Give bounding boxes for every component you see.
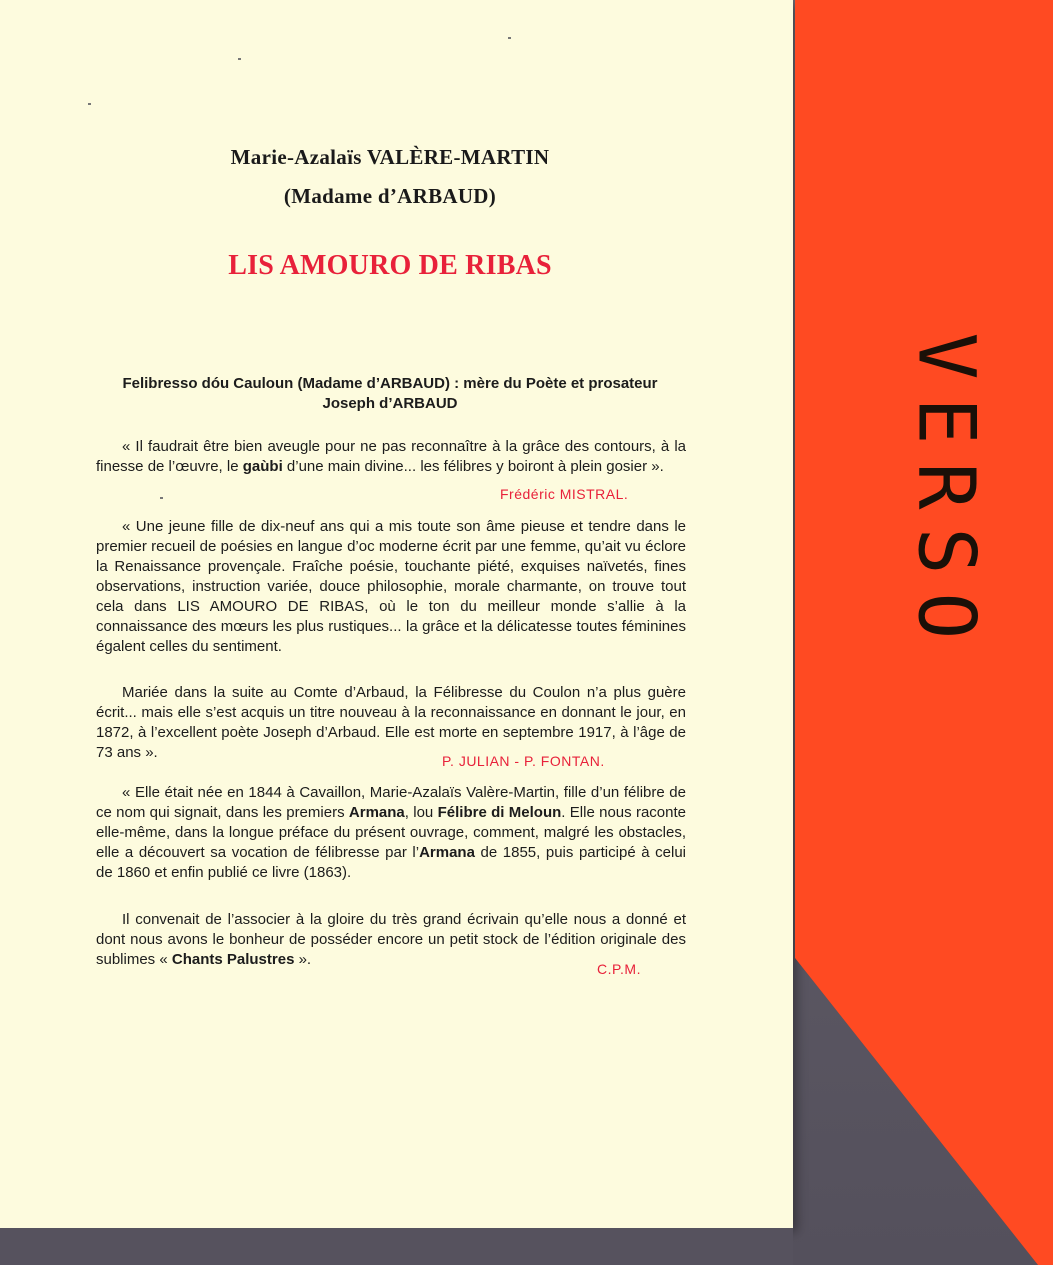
quote-1-text-b: d’une main divine... les félibres y boiront à plein gosier ». xyxy=(282,458,664,475)
quote-1-bold: gaùbi xyxy=(242,458,283,475)
quote-4-text-b: , lou xyxy=(404,804,438,821)
book-title: LIS AMOURO DE RIBAS xyxy=(228,250,552,281)
signature-julian-fontan: P. JULIAN - P. FONTAN. xyxy=(442,753,605,769)
quote-4-bold-2: Félibre di Meloun xyxy=(437,804,562,821)
page-bottom-edge xyxy=(0,1228,793,1265)
quote-4-text-c: . Elle nous raconte elle-même, dans la longue préface du présent ouvrage, comment, malgré les obstacles, elle a découvert sa vocation de félibresse par l’ xyxy=(96,804,686,861)
quote-1-text-a: « Il faudrait être bien aveugle pour ne pas reconnaître à la grâce des contours, à la finesse de l’œuvre, le xyxy=(96,438,686,475)
signature-cpm: C.P.M. xyxy=(597,961,641,977)
quote-paragraph-2: « Une jeune fille de dix-neuf ans qui a mis toute son âme pieuse et tendre dans le premier recueil de poésies en langue d’oc moderne écrit par une femme, qu’ait vu éclore la Renaissance provençale. Fraîche poésie, touchante piété, exquises naïvetés, fines observations, instruction variée, douce philosophie, morale charmante, on trouve tout cela dans LIS AMOURO DE RIBAS, où le ton du meilleur monde s’allie à la connaissance des mœurs les plus rustiques... la grâce et la délicatesse toutes féminines égalent celles du sentiment. xyxy=(96,518,686,655)
verso-label xyxy=(875,280,1015,710)
signature-mistral: Frédéric MISTRAL. xyxy=(500,486,629,502)
author-name: Marie-Azalaïs VALÈRE-MARTIN xyxy=(230,145,550,169)
quote-4-bold-3: Armana xyxy=(419,844,475,861)
quote-paragraph-1 xyxy=(96,437,686,477)
quote-paragraph-3: Mariée dans la suite au Comte d’Arbaud, la Félibresse du Coulon n’a plus guère écrit... mais elle s’est acquis un titre nouveau à la reconnaissance en donnant le jour, en 1872, à l’excellent poète Joseph d’Arbaud. Elle est morte en septembre 1917, à l’âge de 73 ans ». xyxy=(96,684,686,761)
quote-5-text-b: ». xyxy=(294,951,312,968)
quote-4-text-a: « Elle était née en 1844 à Cavaillon, Marie-Azalaïs Valère-Martin, fille d’un félibre de ce nom qui signait, dans les premiers xyxy=(96,784,686,821)
quote-4-bold-1: Armana xyxy=(348,804,405,821)
quote-4-text-d: de 1855, puis participé à celui de 1860 et enfin publié ce livre (1863). xyxy=(96,844,686,881)
quote-paragraph-4 xyxy=(96,783,686,883)
author-alias: (Madame d’ARBAUD) xyxy=(283,184,497,208)
quote-5-bold: Chants Palustres xyxy=(171,951,295,968)
verso-handwritten-text: VERSO xyxy=(900,332,990,658)
book-subtitle: Felibresso dóu Cauloun (Madame d’ARBAUD) : mère du Poète et prosateur Joseph d’ARBAUD xyxy=(122,375,658,412)
quote-5-text-a: Il convenait de l’associer à la gloire du très grand écrivain qu’elle nous a donné et dont nous avons le bonheur de posséder encore un petit stock de l’édition originale des sublimes « xyxy=(96,911,686,968)
